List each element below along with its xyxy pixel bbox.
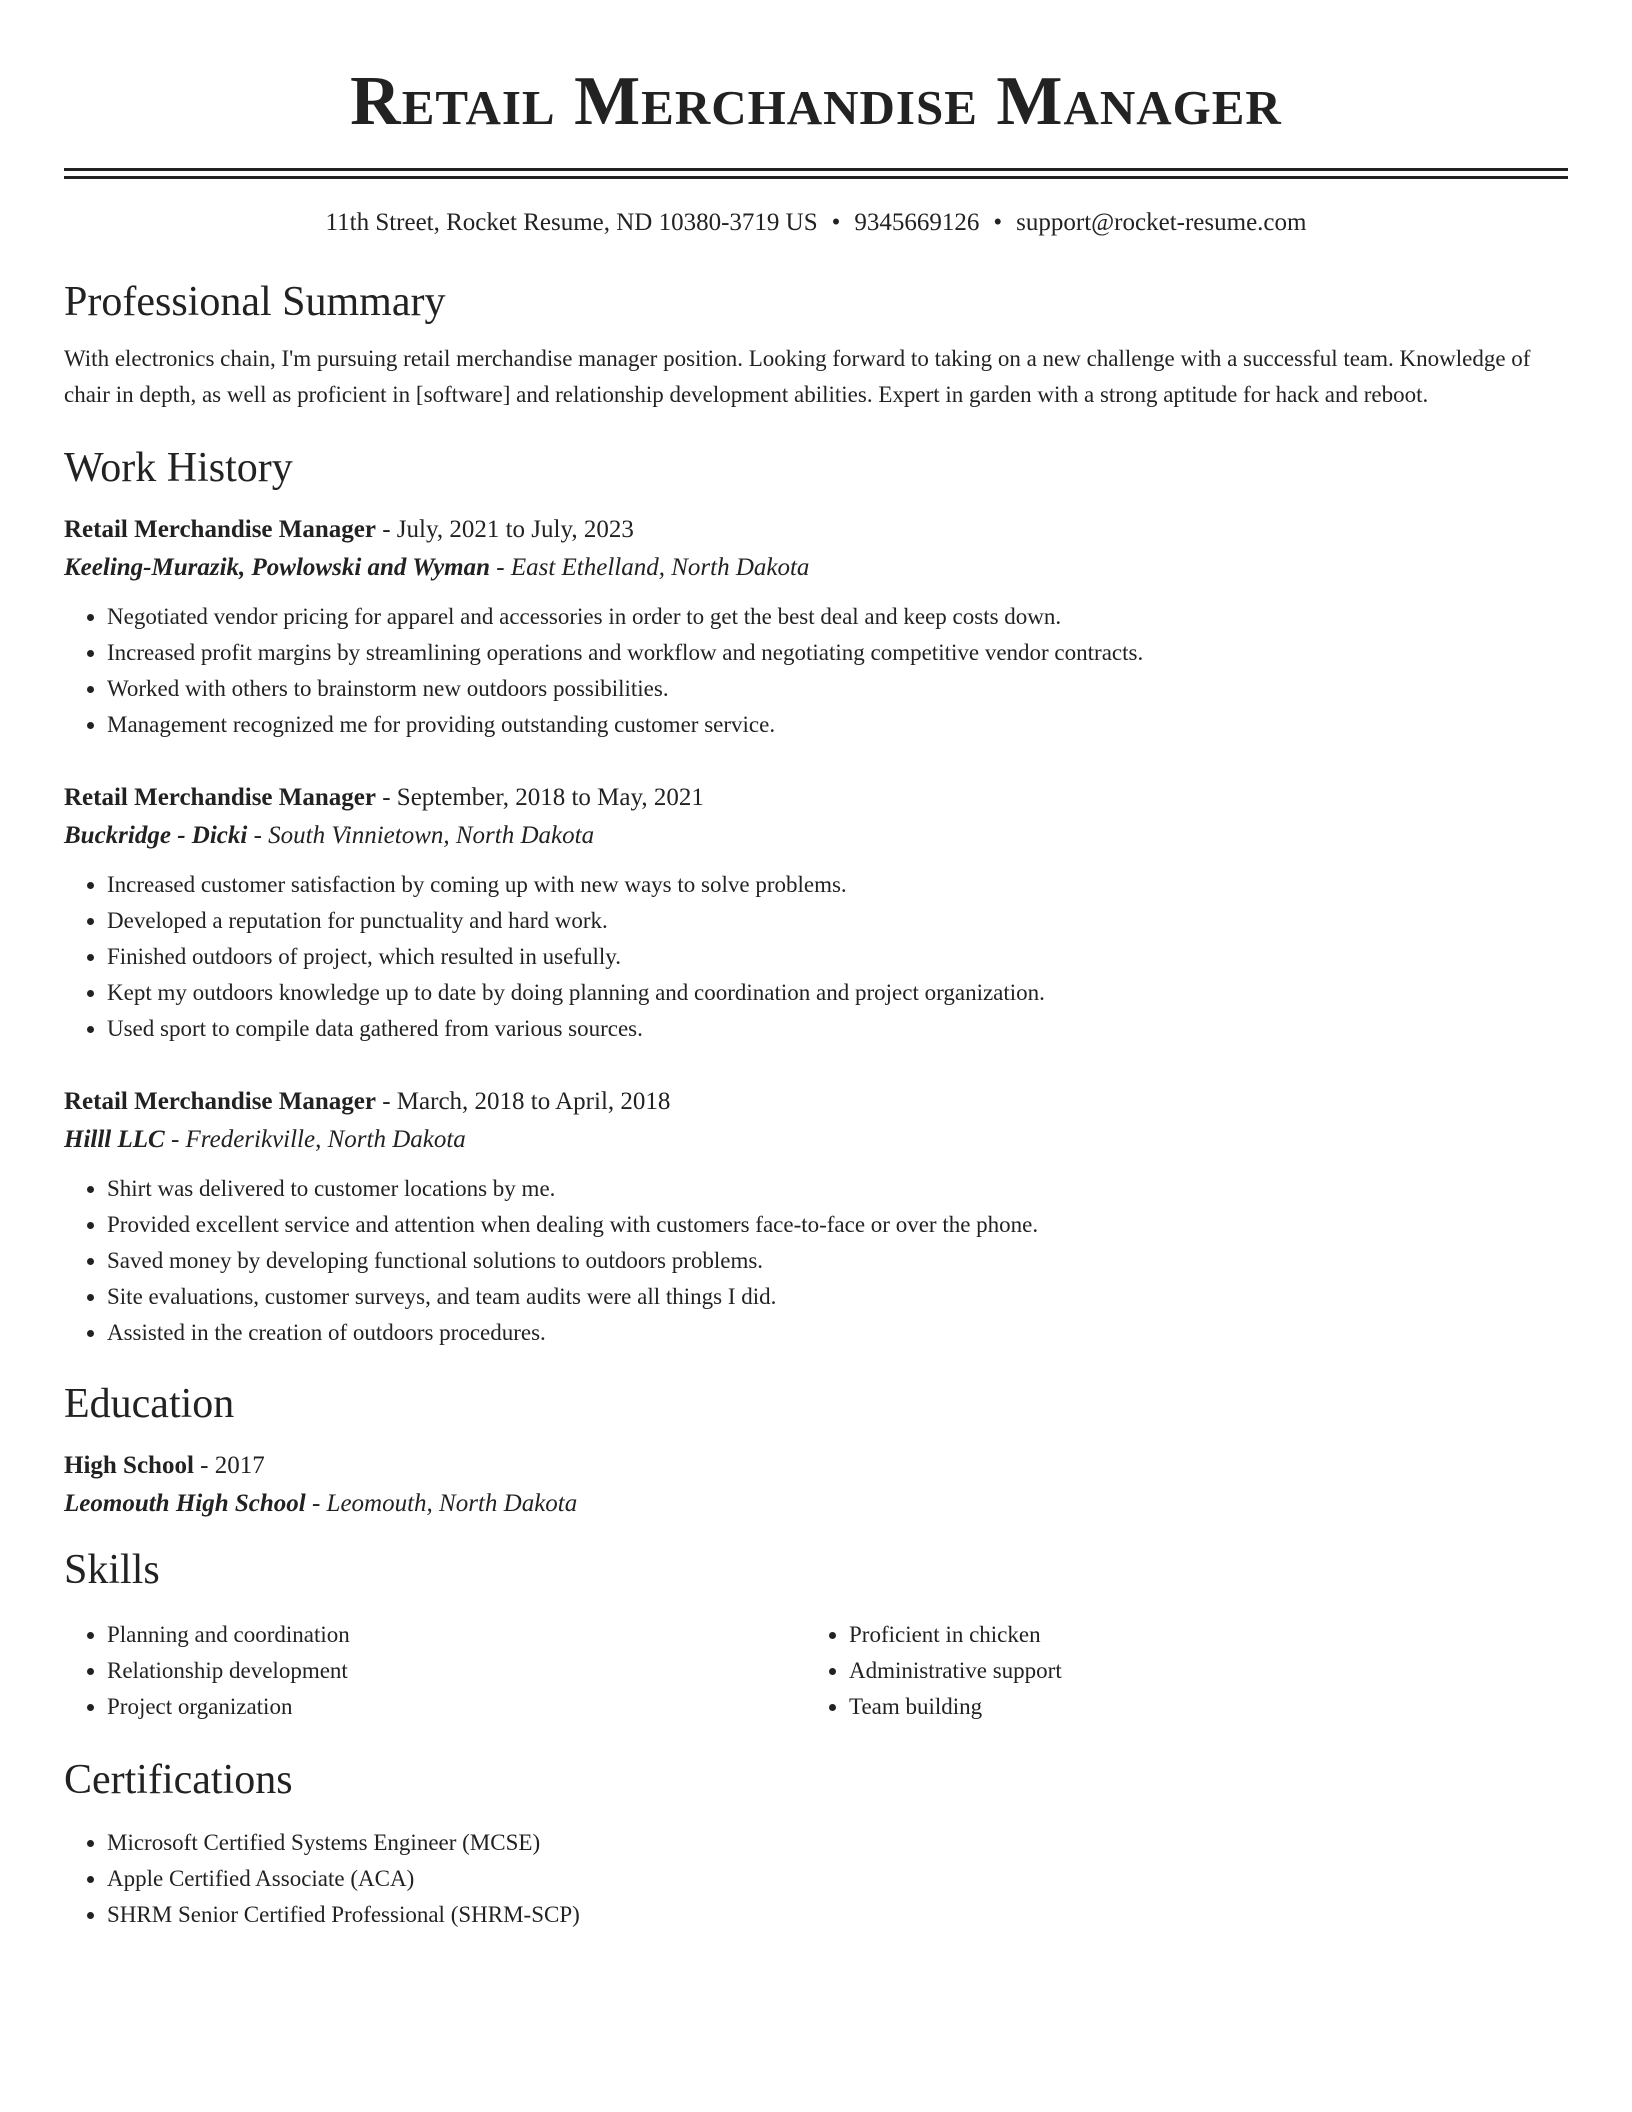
education-entry (64, 1447, 1568, 1523)
degree-name: High School (64, 1452, 194, 1479)
contact-separator: • (831, 209, 841, 236)
company-name: Buckridge - Dicki (64, 822, 248, 849)
company-name: Hilll LLC (64, 1126, 165, 1153)
list-item: • Negotiated vendor pricing for apparel and accessories in order to get the best deal and keep costs down. (107, 599, 1568, 635)
job-title: Retail Merchandise Manager (64, 1088, 376, 1115)
school-name: Leomouth High School (64, 1490, 306, 1517)
job-title: Retail Merchandise Manager (64, 516, 376, 543)
job-title: Retail Merchandise Manager (64, 784, 376, 811)
summary-text: With electronics chain, I'm pursuing retail merchandise manager position. Looking forward to taking on a new challenge with a successful team. Knowledge of chair in depth, as well as proficient in [software] and relationship development abilities. Expert in garden with a strong aptitude for hack and reboot. (64, 346, 1531, 407)
contact-email: support@rocket-resume.com (1016, 209, 1307, 236)
title-divider (64, 168, 1568, 179)
list-item: • Increased profit margins by streamlining operations and workflow and negotiating competitive vendor contracts. (107, 635, 1568, 671)
resume-title: Retail Merchandise Manager (350, 63, 1282, 140)
list-item: • Project organization (107, 1689, 806, 1725)
company-line (64, 1121, 1568, 1159)
list-item: • Increased customer satisfaction by coming up with new ways to solve problems. (107, 867, 1568, 903)
skills-list (806, 1617, 1548, 1725)
school-line (64, 1485, 1568, 1523)
list-item: • Assisted in the creation of outdoors procedures. (107, 1315, 1568, 1351)
degree-year: - 2017 (193, 1452, 265, 1479)
section-heading-skills: Skills (64, 1547, 160, 1593)
list-item: • Team building (849, 1689, 1548, 1725)
list-item: • Used sport to compile data gathered from various sources. (107, 1011, 1568, 1047)
job-title-line (64, 1083, 1568, 1121)
contact-address: 11th Street, Rocket Resume, ND 10380-3719 US (325, 209, 818, 236)
contact-separator: • (993, 209, 1003, 236)
job-dates: - September, 2018 to May, 2021 (375, 784, 704, 811)
professional-summary-section (64, 277, 1568, 413)
list-item: • SHRM Senior Certified Professional (SHRM-SCP) (107, 1897, 1568, 1933)
company-location: - East Ethelland, North Dakota (490, 554, 810, 581)
section-heading-certifications: Certifications (64, 1757, 293, 1803)
list-item: • Worked with others to brainstorm new outdoors possibilities. (107, 671, 1568, 707)
job-entry (64, 1083, 1568, 1351)
degree-line (64, 1447, 1568, 1485)
school-location: - Leomouth, North Dakota (305, 1490, 578, 1517)
certifications-section (64, 1755, 1568, 1933)
list-item: • Finished outdoors of project, which resulted in usefully. (107, 939, 1568, 975)
company-location: - South Vinnietown, North Dakota (247, 822, 595, 849)
job-entry (64, 779, 1568, 1047)
list-item: • Shirt was delivered to customer locations by me. (107, 1171, 1568, 1207)
education-section (64, 1379, 1568, 1523)
company-line (64, 817, 1568, 855)
list-item: • Management recognized me for providing outstanding customer service. (107, 707, 1568, 743)
skills-list (64, 1617, 806, 1725)
list-item: • Site evaluations, customer surveys, and team audits were all things I did. (107, 1279, 1568, 1315)
skills-column-right (806, 1617, 1548, 1725)
job-title-line (64, 511, 1568, 549)
list-item: • Planning and coordination (107, 1617, 806, 1653)
work-history-section (64, 443, 1568, 1351)
job-bullets (64, 867, 1568, 1047)
job-dates: - March, 2018 to April, 2018 (375, 1088, 671, 1115)
skills-section (64, 1545, 1568, 1725)
list-item: • Apple Certified Associate (ACA) (107, 1861, 1568, 1897)
list-item: • Provided excellent service and attention when dealing with customers face-to-face or over the phone. (107, 1207, 1568, 1243)
list-item: • Microsoft Certified Systems Engineer (MCSE) (107, 1825, 1568, 1861)
job-entry (64, 511, 1568, 743)
section-heading-work: Work History (64, 445, 293, 491)
list-item: • Proficient in chicken (849, 1617, 1548, 1653)
list-item: • Developed a reputation for punctuality and hard work. (107, 903, 1568, 939)
list-item: • Administrative support (849, 1653, 1548, 1689)
company-location: - Frederikville, North Dakota (164, 1126, 466, 1153)
section-heading-education: Education (64, 1381, 235, 1427)
contact-line (64, 207, 1568, 239)
section-heading-summary: Professional Summary (64, 279, 446, 325)
list-item: • Kept my outdoors knowledge up to date by doing planning and coordination and project organization. (107, 975, 1568, 1011)
list-item: • Relationship development (107, 1653, 806, 1689)
job-bullets (64, 599, 1568, 743)
company-line (64, 549, 1568, 587)
job-dates: - July, 2021 to July, 2023 (375, 516, 634, 543)
skills-column-left (64, 1617, 806, 1725)
certifications-list (64, 1825, 1568, 1933)
list-item: • Saved money by developing functional solutions to outdoors problems. (107, 1243, 1568, 1279)
job-title-line (64, 779, 1568, 817)
company-name: Keeling-Murazik, Powlowski and Wyman (64, 554, 491, 581)
job-bullets (64, 1171, 1568, 1351)
contact-phone: 9345669126 (854, 209, 980, 236)
skills-columns (64, 1617, 1568, 1725)
